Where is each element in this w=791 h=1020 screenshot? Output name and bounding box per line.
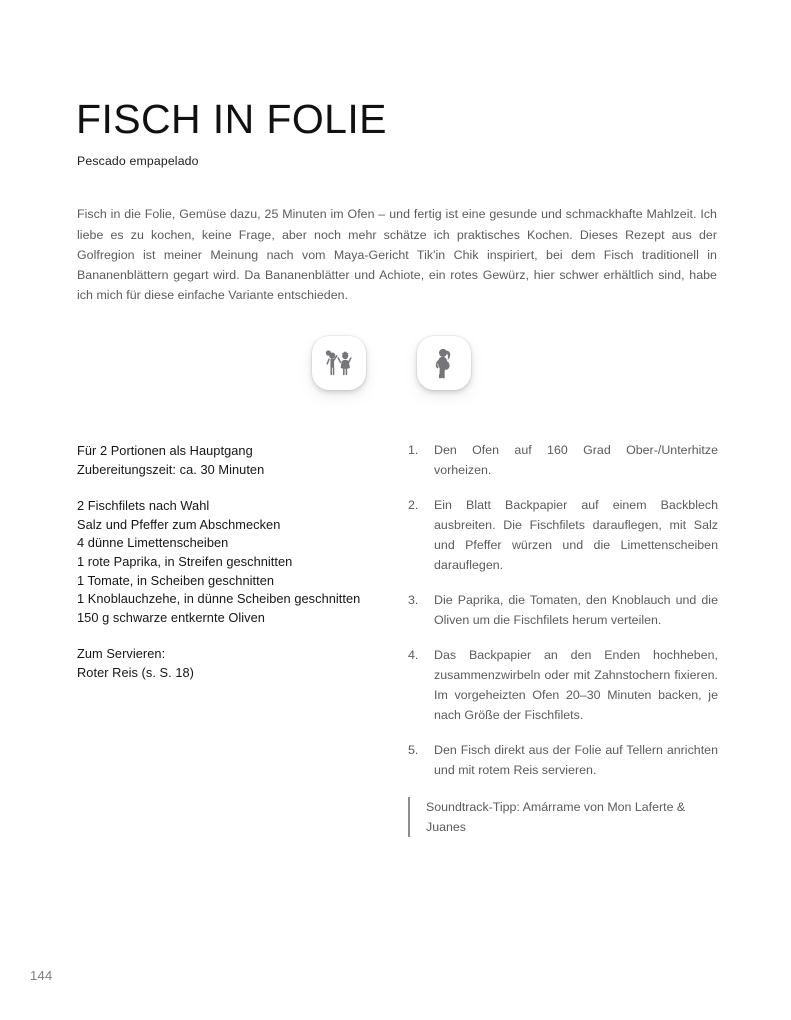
ingredient-item: 1 rote Paprika, in Streifen geschnitten	[77, 553, 293, 569]
step-number: 3.	[408, 593, 419, 607]
step-text: Das Backpapier an den Enden hochheben, zusammenzwirbeln oder mit Zahnstochern fixieren. Im vorgeheizten Ofen 20–30 Minuten backen, je nach Größe der Fischfilets.	[434, 648, 718, 722]
recipe-meta-group	[77, 442, 377, 479]
step-text: Den Ofen auf 160 Grad Ober-/Unterhitze vorheizen.	[434, 443, 718, 477]
ingredient-item: 4 dünne Limettenscheiben	[77, 535, 229, 551]
step-text: Den Fisch direkt aus der Folie auf Tellern anrichten und mit rotem Reis servieren.	[434, 743, 718, 777]
children-icon	[322, 348, 356, 378]
instruction-step	[408, 495, 718, 575]
prep-time-line: Zubereitungszeit: ca. 30 Minuten	[77, 461, 265, 477]
page-number: 144	[30, 968, 53, 983]
instruction-step	[408, 645, 718, 725]
recipe-subtitle: Pescado empapelado	[77, 154, 199, 168]
ingredients-column	[77, 442, 377, 683]
step-number: 1.	[408, 443, 419, 457]
step-number: 5.	[408, 743, 419, 757]
ingredient-item: 1 Tomate, in Scheiben geschnitten	[77, 572, 275, 588]
ingredients-list	[77, 497, 377, 627]
instruction-step	[408, 440, 718, 480]
instruction-step	[408, 740, 718, 780]
serving-item: Roter Reis (s. S. 18)	[77, 664, 194, 680]
pregnant-woman-icon	[429, 347, 459, 379]
step-text: Ein Blatt Backpapier auf einem Backblech ausbreiten. Die Fischfilets darauflegen, mit Salz und Pfeffer würzen und die Limettenscheiben darauflegen.	[434, 498, 718, 572]
serving-heading: Zum Servieren:	[77, 646, 166, 662]
instruction-step	[408, 590, 718, 630]
badge-row	[312, 336, 471, 390]
badge-children	[312, 336, 366, 390]
step-number: 2.	[408, 498, 419, 512]
serving-suggestion-group	[77, 645, 377, 682]
page-title: FISCH IN FOLIE	[76, 96, 387, 143]
step-text: Die Paprika, die Tomaten, den Knoblauch und die Oliven um die Fischfilets herum verteilen.	[434, 593, 718, 627]
servings-line: Für 2 Portionen als Hauptgang	[77, 443, 253, 458]
recipe-intro-paragraph: Fisch in die Folie, Gemüse dazu, 25 Minuten im Ofen – und fertig ist eine gesunde und schmackhafte Mahlzeit. Ich liebe es zu kochen, keine Frage, aber noch mehr schätze ich praktisches Kochen. Dieses Rezept aus der Golfregion ist meiner Meinung nach vom Maya-Gericht Tik'in Chik inspiriert, bei dem Fisch traditionell in Bananenblättern gegart wird. Da Bananenblätter und Achiote, ein rotes Gewürz, hier schwer erhältlich sind, habe ich mich für diese einfache Variante entschieden.	[77, 207, 717, 303]
ingredient-item: 2 Fischfilets nach Wahl	[77, 498, 210, 514]
soundtrack-tip: Soundtrack-Tipp: Amárrame von Mon Laferte & Juanes	[408, 797, 720, 837]
step-number: 4.	[408, 648, 419, 662]
instructions-column	[408, 440, 718, 837]
badge-pregnant-woman	[417, 336, 471, 390]
ingredient-item: 1 Knoblauchzehe, in dünne Scheiben geschnitten	[77, 591, 361, 607]
ingredient-item: 150 g schwarze entkernte Oliven	[77, 609, 265, 625]
ingredient-item: Salz und Pfeffer zum Abschmecken	[77, 516, 281, 532]
